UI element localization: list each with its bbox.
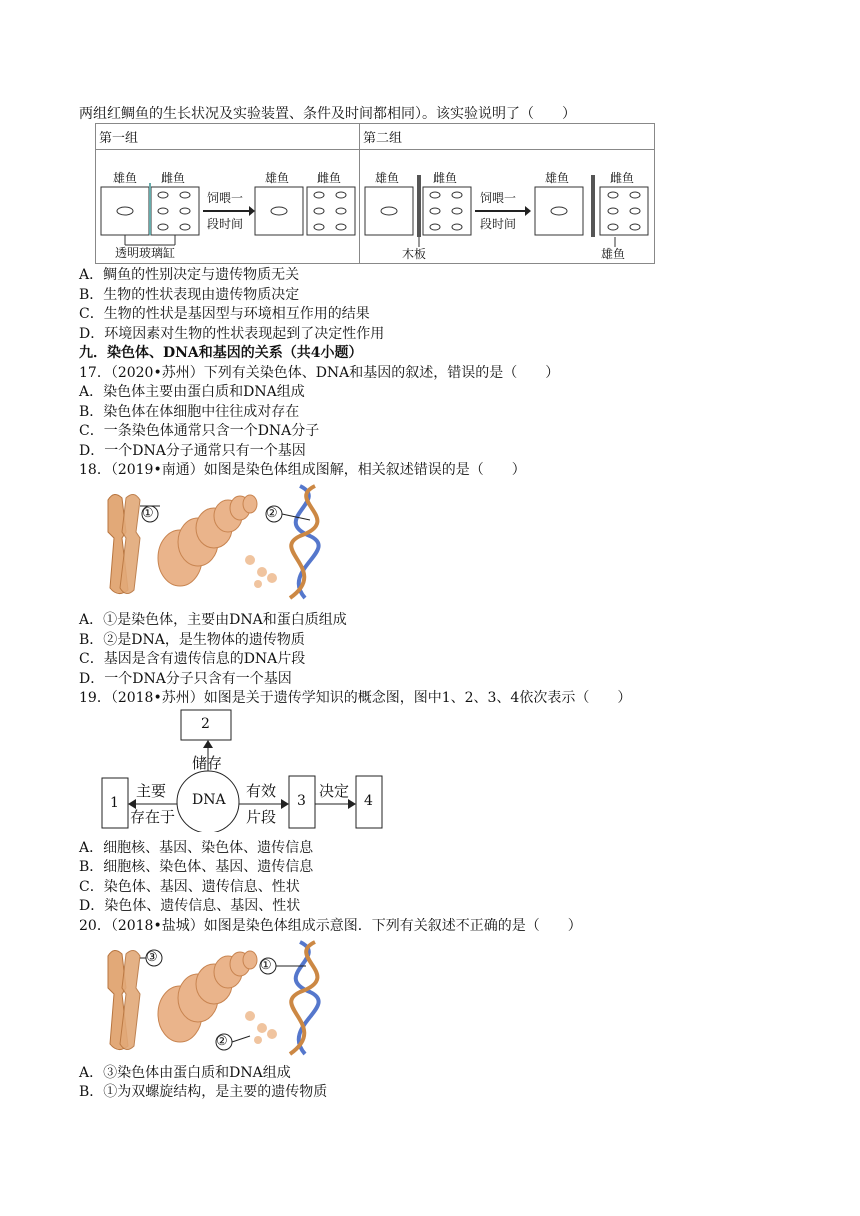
decide-label: 决定 [319, 782, 350, 800]
main-label: 主要 [136, 782, 167, 800]
concept-diagram [100, 708, 390, 832]
q20-option-b: B．①为双螺旋结构，是主要的遗传物质 [79, 1084, 328, 1100]
male-label: 雄鱼 [601, 247, 626, 261]
q19-option-d: D．染色体、遗传信息、基因、性状 [79, 898, 301, 914]
label-1: ① [142, 506, 154, 521]
chromosome-figure-q20 [100, 936, 340, 1058]
chromosome-figure-q18 [100, 480, 340, 602]
section-heading: 九．染色体、DNA和基因的关系（共4小题） [79, 345, 363, 361]
q18-option-a: A．①是染色体，主要由DNA和蛋白质组成 [79, 612, 347, 628]
male-label: 雄鱼 [375, 171, 400, 185]
group2-label: 第二组 [363, 131, 403, 146]
q18-option-c: C．基因是含有遗传信息的DNA片段 [79, 651, 306, 667]
q16-option-a: A．鲷鱼的性别决定与遗传物质无关 [79, 267, 300, 283]
q19-option-b: B．细胞核、染色体、基因、遗传信息 [79, 859, 314, 875]
q17-option-d: D．一个DNA分子通常只有一个基因 [79, 443, 306, 459]
feed-label: 饲喂一 [480, 191, 517, 205]
box-3: 3 [297, 793, 306, 809]
female-label: 雌鱼 [161, 171, 186, 185]
female-label: 雌鱼 [317, 171, 342, 185]
exist-label: 存在于 [130, 808, 176, 826]
box-2: 2 [201, 716, 210, 732]
q20-option-a: A．③染色体由蛋白质和DNA组成 [79, 1065, 291, 1081]
q18-stem: 18．（2019•南通）如图是染色体组成图解，相关叙述错误的是（ ） [79, 462, 526, 478]
q18-option-b: B．②是DNA，是生物体的遗传物质 [79, 632, 305, 648]
q17-stem: 17．（2020•苏州）下列有关染色体、DNA和基因的叙述，错误的是（ ） [79, 365, 560, 381]
q20-stem: 20．（2018•盐城）如图是染色体组成示意图．下列有关叙述不正确的是（ ） [79, 918, 582, 934]
male-label: 雄鱼 [545, 171, 570, 185]
label-2: ② [266, 506, 278, 521]
q19-option-a: A．细胞核、基因、染色体、遗传信息 [79, 840, 314, 856]
q17-option-c: C．一条染色体通常只含一个DNA分子 [79, 423, 320, 439]
q16-option-b: B．生物的性状表现由遗传物质决定 [79, 287, 300, 303]
board-label: 木板 [402, 247, 427, 261]
q17-option-a: A．染色体主要由蛋白质和DNA组成 [79, 384, 305, 400]
group1-label: 第一组 [99, 131, 139, 146]
box-1: 1 [110, 795, 119, 811]
glass-label: 透明玻璃缸 [115, 246, 176, 260]
q16-option-d: D．环境因素对生物的性状表现起到了决定性作用 [79, 326, 385, 342]
female-label: 雌鱼 [610, 171, 635, 185]
q19-option-c: C．染色体、基因、遗传信息、性状 [79, 879, 300, 895]
q17-option-b: B．染色体在体细胞中往往成对存在 [79, 404, 300, 420]
store-label: 储存 [192, 754, 223, 772]
effective-label: 有效 [246, 782, 277, 800]
label-3: ③ [146, 950, 158, 965]
q16-option-c: C．生物的性状是基因型与环境相互作用的结果 [79, 306, 370, 322]
dna-node: DNA [192, 792, 226, 808]
q18-option-d: D．一个DNA分子只含有一个基因 [79, 671, 292, 687]
label-2: ② [216, 1034, 228, 1049]
experiment-figure [95, 123, 655, 264]
period-label: 段时间 [207, 217, 244, 231]
label-1: ① [260, 958, 272, 973]
male-label: 雄鱼 [113, 171, 138, 185]
box-4: 4 [364, 793, 373, 809]
feed-label: 饲喂一 [207, 191, 244, 205]
q19-stem: 19．（2018•苏州）如图是关于遗传学知识的概念图，图中1、2、3、4依次表示（ ） [79, 690, 632, 706]
period-label: 段时间 [480, 217, 517, 231]
female-label: 雌鱼 [433, 171, 458, 185]
male-label: 雄鱼 [265, 171, 290, 185]
q16-stem: 两组红鲷鱼的生长状况及实验装置、条件及时间都相同）。该实验说明了（ ） [79, 106, 576, 122]
segment-label: 片段 [246, 808, 277, 826]
